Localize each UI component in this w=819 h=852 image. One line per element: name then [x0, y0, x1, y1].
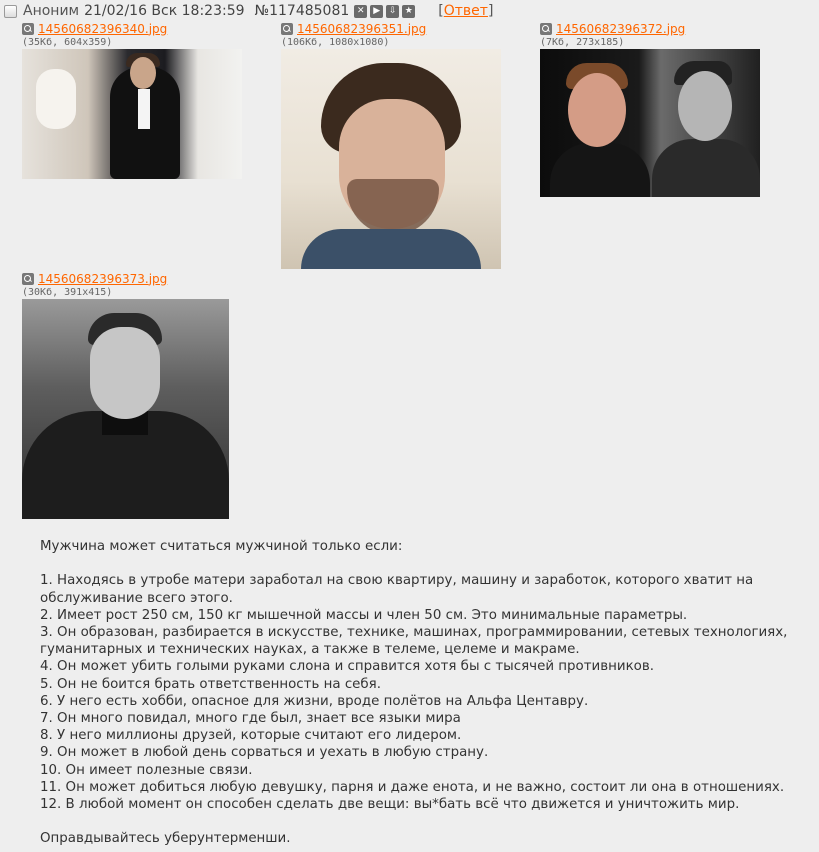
message-line: 9. Он может в любой день сорваться и уехать в любую страну.: [40, 745, 489, 761]
file-attachment: [22, 21, 242, 179]
thumbnail-image[interactable]: [22, 49, 242, 179]
message-line: 11. Он может добиться любую девушку, парня и даже енота, и не важно, состоит ли она в отношениях.: [40, 779, 785, 795]
file-name-link[interactable]: 14560682396340.jpg: [38, 21, 168, 36]
magnifier-icon[interactable]: [281, 23, 293, 35]
file-attachment: [281, 21, 501, 269]
file-attachment: [540, 21, 760, 197]
file-meta: (7Кб, 273x185): [540, 37, 625, 48]
message-line: обслуживание всего этого.: [40, 590, 233, 606]
file-meta: (106Кб, 1080x1080): [281, 37, 390, 48]
reply-bracket-open: [: [438, 3, 444, 19]
message-line: гуманитарных и технических науках, а также в телеме, целеме и макраме.: [40, 642, 580, 658]
message-line: 12. В любой момент он способен сделать две вещи: вы*бать всё что движется и уничтожить мир.: [40, 797, 740, 813]
file-meta: (35Кб, 604x359): [22, 37, 113, 48]
message-line: 2. Имеет рост 250 см, 150 кг мышечной массы и член 50 см. Это минимальные параметры.: [40, 607, 688, 623]
magnifier-icon[interactable]: [540, 23, 552, 35]
message-line: 1. Находясь в утробе матери заработал на свою квартиру, машину и заработок, которого хватит на: [40, 573, 754, 589]
magnifier-icon[interactable]: [22, 273, 34, 285]
poster-name: Аноним: [23, 3, 80, 19]
play-icon[interactable]: ▶: [370, 5, 383, 18]
file-link-row: [540, 21, 760, 36]
file-name-link[interactable]: 14560682396372.jpg: [556, 21, 686, 36]
file-meta: (30Кб, 391x415): [22, 287, 113, 298]
file-link-row: [22, 21, 242, 36]
message-line: Оправдывайтесь уберунтерменши.: [40, 831, 291, 847]
message-line: 4. Он может убить голыми руками слона и справится хотя бы с тысячей противников.: [40, 659, 655, 675]
file-attachment: [22, 271, 229, 519]
message-line: [40, 555, 815, 572]
post-number[interactable]: №117485081: [254, 3, 350, 19]
message-line: 10. Он имеет полезные связи.: [40, 762, 253, 778]
message-line: 8. У него миллионы друзей, которые считают его лидером.: [40, 728, 462, 744]
message-line: 5. Он не боится брать ответственность на себя.: [40, 676, 381, 692]
file-link-row: [22, 271, 229, 286]
reply-wrapper: [438, 3, 493, 19]
message-line: [40, 813, 815, 830]
message-line: 6. У него есть хобби, опасное для жизни, вроде полётов на Альфа Центавру.: [40, 693, 589, 709]
reply-link[interactable]: Ответ: [443, 3, 488, 19]
reply-bracket-close: ]: [487, 3, 494, 19]
magnifier-icon[interactable]: [22, 23, 34, 35]
message-line: 3. Он образован, разбирается в искусстве, технике, машинах, программировании, сетевых технологиях,: [40, 625, 788, 640]
file-link-row: [281, 21, 501, 36]
post-date: 21/02/16 Вск 18:23:59: [84, 3, 245, 19]
post-message: [40, 538, 815, 848]
message-line: Мужчина может считаться мужчиной только если:: [40, 539, 403, 554]
thumbnail-image[interactable]: [281, 49, 501, 269]
file-name-link[interactable]: 14560682396351.jpg: [297, 21, 427, 36]
hide-icon[interactable]: ✕: [354, 5, 367, 18]
select-post-checkbox[interactable]: [4, 5, 17, 18]
file-name-link[interactable]: 14560682396373.jpg: [38, 271, 168, 286]
thumbnail-image[interactable]: [22, 299, 229, 519]
thumbnail-image[interactable]: [540, 49, 760, 197]
message-line: 7. Он много повидал, много где был, знает все языки мира: [40, 711, 461, 727]
download-icon[interactable]: ⇩: [386, 5, 399, 18]
star-icon[interactable]: ★: [402, 5, 415, 18]
post-header: [4, 2, 493, 20]
